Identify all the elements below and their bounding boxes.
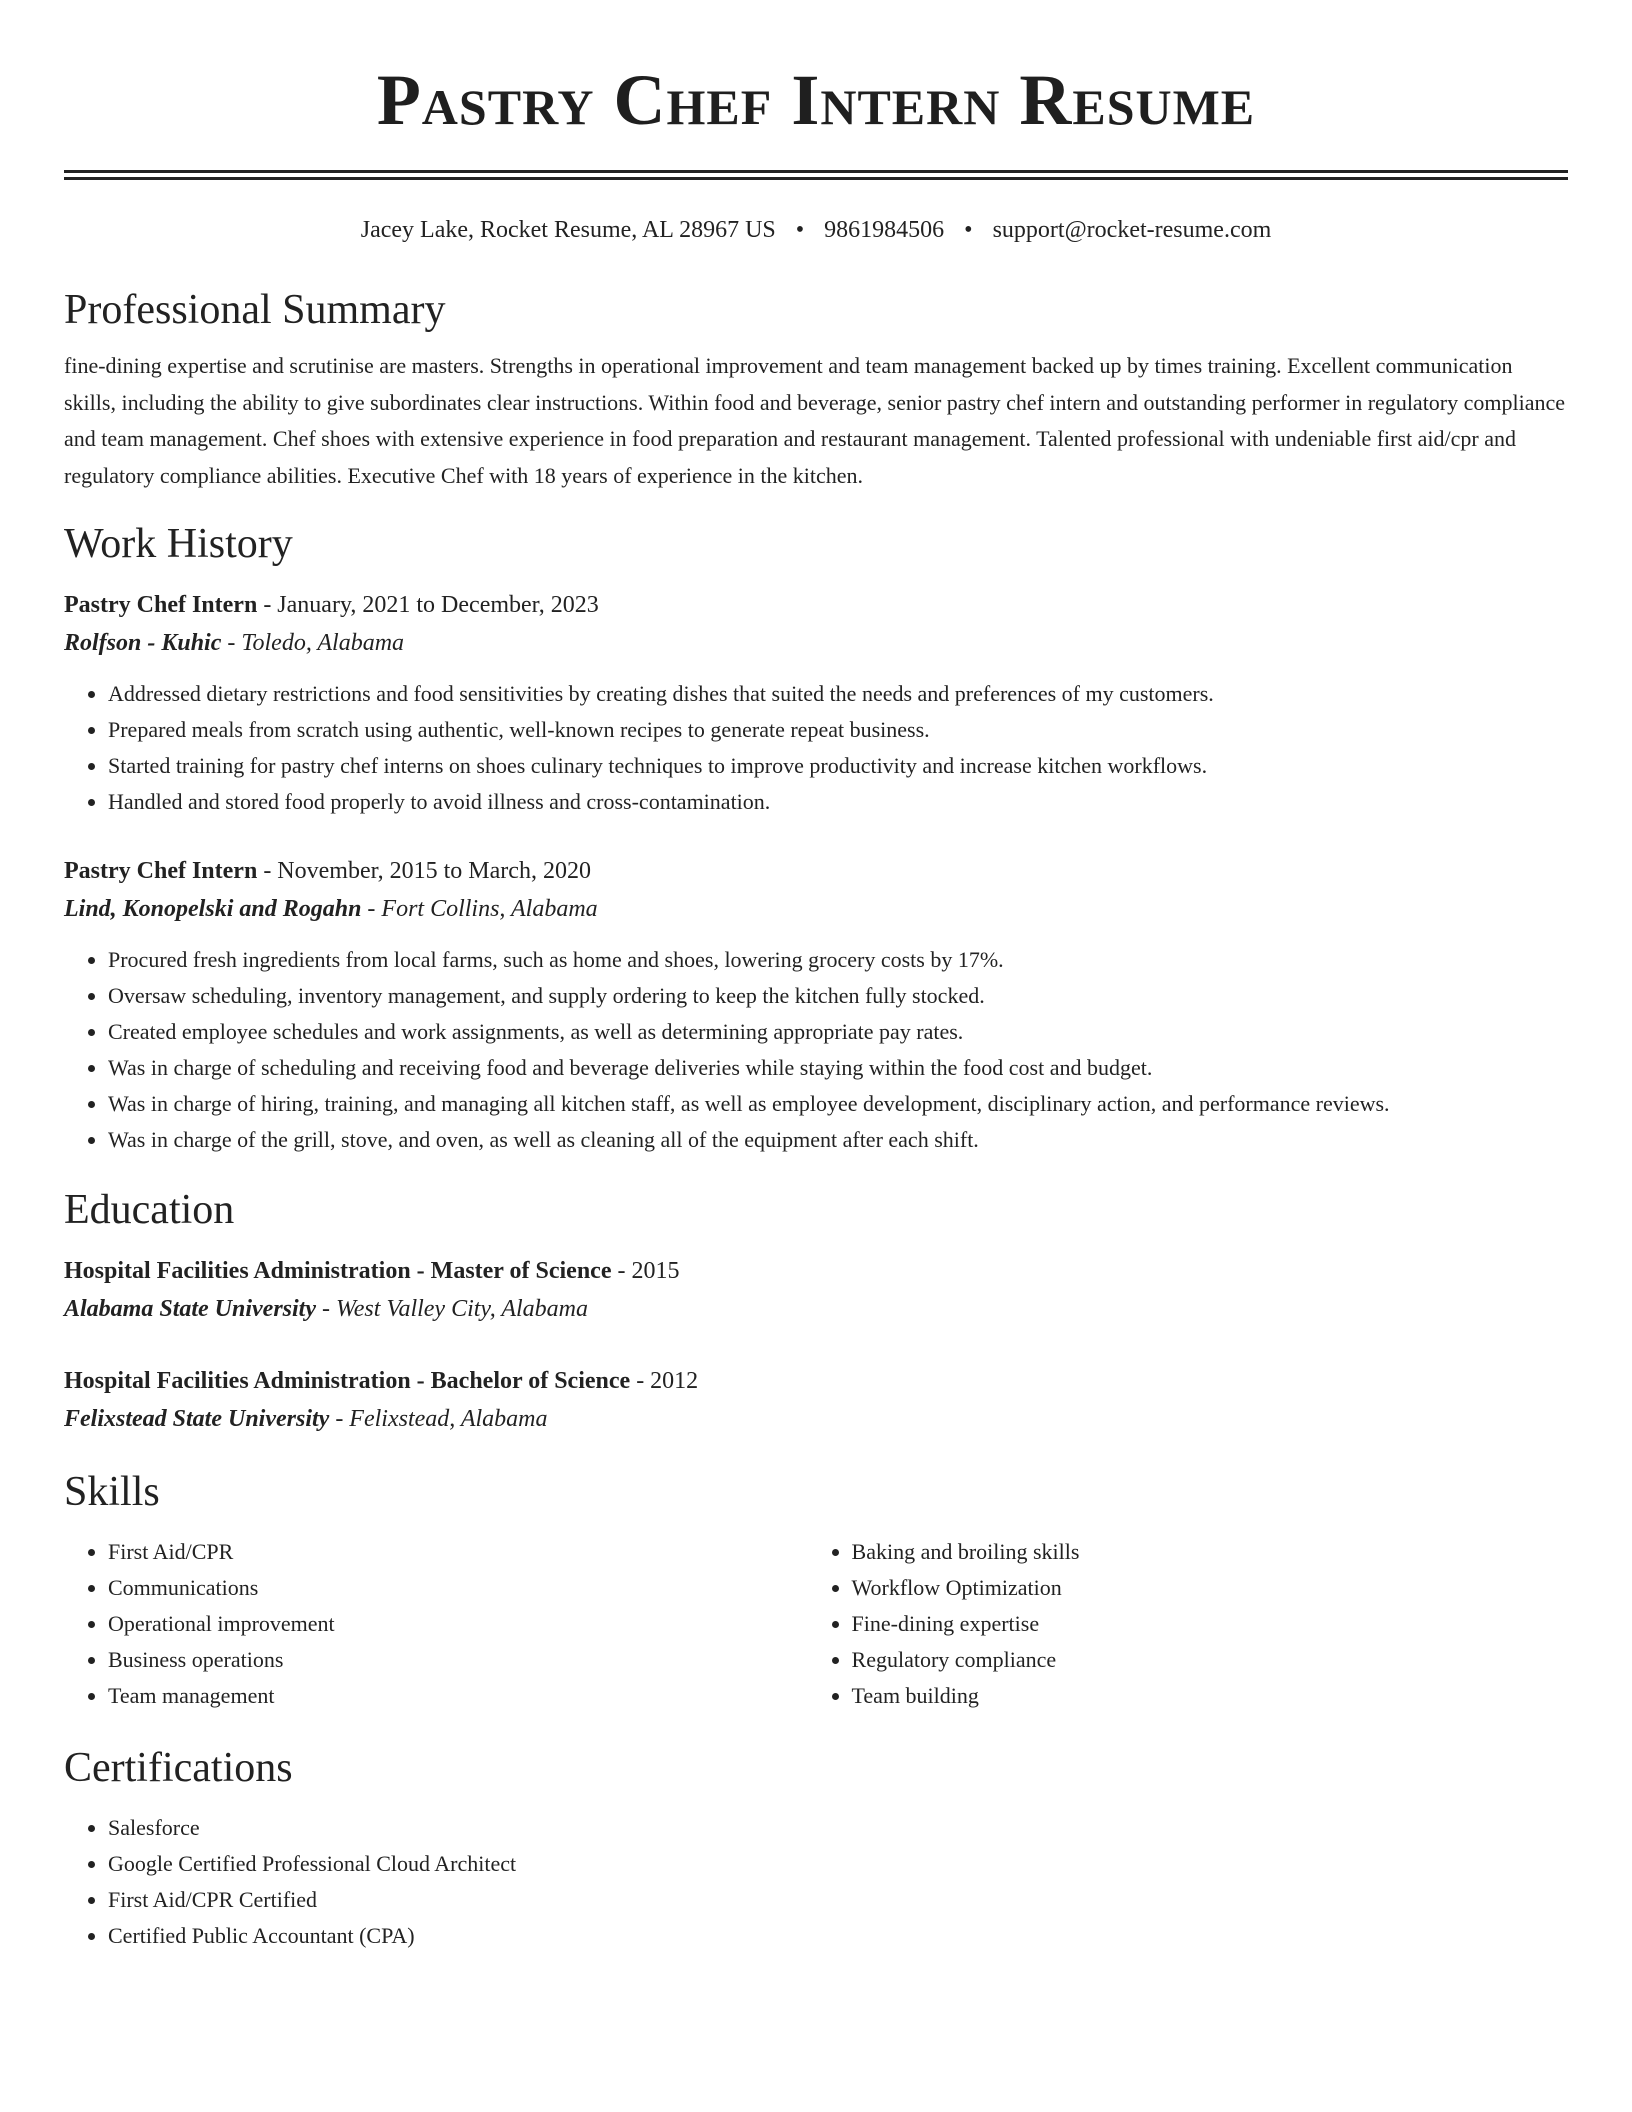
- list-item: • Salesforce: [108, 1810, 1568, 1846]
- skills-heading: Skills: [64, 1469, 160, 1515]
- job-location: - Fort Collins, Alabama: [361, 896, 598, 922]
- contact-separator: •: [795, 217, 805, 243]
- job-entry: [64, 586, 1568, 820]
- list-item: • First Aid/CPR: [108, 1534, 808, 1570]
- skills-columns: [64, 1534, 1568, 1714]
- list-item: • Workflow Optimization: [852, 1570, 1568, 1606]
- list-item: • Team management: [108, 1678, 808, 1714]
- job-header: [64, 586, 1568, 624]
- list-item: • Handled and stored food properly to avoid illness and cross-contamination.: [108, 784, 1568, 820]
- skills-list-right: [808, 1534, 1568, 1714]
- education-school: Alabama State University: [64, 1296, 316, 1322]
- skills-list-left: [64, 1534, 808, 1714]
- skills-section: [64, 1464, 1568, 1714]
- education-section: [64, 1182, 1568, 1438]
- list-item: • Team building: [852, 1678, 1568, 1714]
- contact-line: [64, 214, 1568, 246]
- education-header: [64, 1362, 1568, 1400]
- education-heading: Education: [64, 1187, 235, 1233]
- education-school-line: [64, 1290, 1568, 1328]
- list-item: • Certified Public Accountant (CPA): [108, 1918, 1568, 1954]
- page-title: Pastry Chef Intern Resume: [376, 60, 1256, 140]
- education-entry: [64, 1362, 1568, 1438]
- job-dates: - January, 2021 to December, 2023: [257, 592, 599, 618]
- summary-section: [64, 282, 1568, 494]
- list-item: • Procured fresh ingredients from local farms, such as home and shoes, lowering grocery costs by 17%.: [108, 942, 1568, 978]
- contact-address: Jacey Lake, Rocket Resume, AL 28967 US: [360, 217, 776, 243]
- list-item: • Addressed dietary restrictions and food sensitivities by creating dishes that suited the needs and preferences of my customers.: [108, 676, 1568, 712]
- job-dates: - November, 2015 to March, 2020: [257, 858, 591, 884]
- education-location: - West Valley City, Alabama: [316, 1296, 588, 1322]
- list-item: • Was in charge of scheduling and receiving food and beverage deliveries while staying within the food cost and budget.: [108, 1050, 1568, 1086]
- list-item: • Prepared meals from scratch using authentic, well-known recipes to generate repeat business.: [108, 712, 1568, 748]
- list-item: • Started training for pastry chef interns on shoes culinary techniques to improve productivity and increase kitchen workflows.: [108, 748, 1568, 784]
- job-duties-list: [64, 676, 1568, 820]
- work-history-heading: Work History: [64, 521, 293, 567]
- job-role: Pastry Chef Intern: [64, 592, 258, 618]
- job-role: Pastry Chef Intern: [64, 858, 258, 884]
- education-school: Felixstead State University: [64, 1406, 330, 1432]
- education-header: [64, 1252, 1568, 1290]
- job-duties-list: [64, 942, 1568, 1158]
- job-company: Rolfson - Kuhic: [64, 630, 222, 656]
- job-header: [64, 852, 1568, 890]
- list-item: • Regulatory compliance: [852, 1642, 1568, 1678]
- list-item: • Communications: [108, 1570, 808, 1606]
- job-employer: [64, 890, 1568, 928]
- education-entry: [64, 1252, 1568, 1328]
- contact-phone: 9861984506: [824, 217, 945, 243]
- certifications-heading: Certifications: [64, 1745, 293, 1791]
- list-item: • Google Certified Professional Cloud Architect: [108, 1846, 1568, 1882]
- education-school-line: [64, 1400, 1568, 1438]
- list-item: • Business operations: [108, 1642, 808, 1678]
- summary-heading: Professional Summary: [64, 287, 446, 333]
- job-entry: [64, 852, 1568, 1158]
- contact-email: support@rocket-resume.com: [992, 217, 1272, 243]
- list-item: • First Aid/CPR Certified: [108, 1882, 1568, 1918]
- education-degree: Hospital Facilities Administration - Master of Science: [64, 1258, 612, 1284]
- list-item: • Operational improvement: [108, 1606, 808, 1642]
- list-item: • Was in charge of the grill, stove, and oven, as well as cleaning all of the equipment after each shift.: [108, 1122, 1568, 1158]
- education-year: - 2015: [611, 1258, 680, 1284]
- title-divider: [64, 170, 1568, 180]
- job-company: Lind, Konopelski and Rogahn: [64, 896, 362, 922]
- list-item: • Fine-dining expertise: [852, 1606, 1568, 1642]
- education-degree: Hospital Facilities Administration - Bachelor of Science: [64, 1368, 631, 1394]
- summary-text: fine-dining expertise and scrutinise are masters. Strengths in operational improvement and team management backed up by times training. Excellent communication skills, including the ability to give subordinates clear instructions. Within food and beverage, senior pastry chef intern and outstanding performer in regulatory compliance and team management. Chef shoes with extensive experience in food preparation and restaurant management. Talented professional with undeniable first aid/cpr and regulatory compliance abilities. Executive Chef with 18 years of experience in the kitchen.: [64, 353, 1566, 488]
- education-location: - Felixstead, Alabama: [329, 1406, 548, 1432]
- certifications-section: [64, 1740, 1568, 1954]
- job-location: - Toledo, Alabama: [221, 630, 405, 656]
- education-year: - 2012: [630, 1368, 699, 1394]
- certifications-list: [64, 1810, 1568, 1954]
- list-item: • Created employee schedules and work assignments, as well as determining appropriate pay rates.: [108, 1014, 1568, 1050]
- list-item: • Oversaw scheduling, inventory management, and supply ordering to keep the kitchen fully stocked.: [108, 978, 1568, 1014]
- job-employer: [64, 624, 1568, 662]
- contact-separator: •: [964, 217, 973, 243]
- work-history-section: [64, 516, 1568, 1158]
- list-item: • Baking and broiling skills: [852, 1534, 1568, 1570]
- list-item: • Was in charge of hiring, training, and managing all kitchen staff, as well as employee development, disciplinary action, and performance reviews.: [108, 1086, 1568, 1122]
